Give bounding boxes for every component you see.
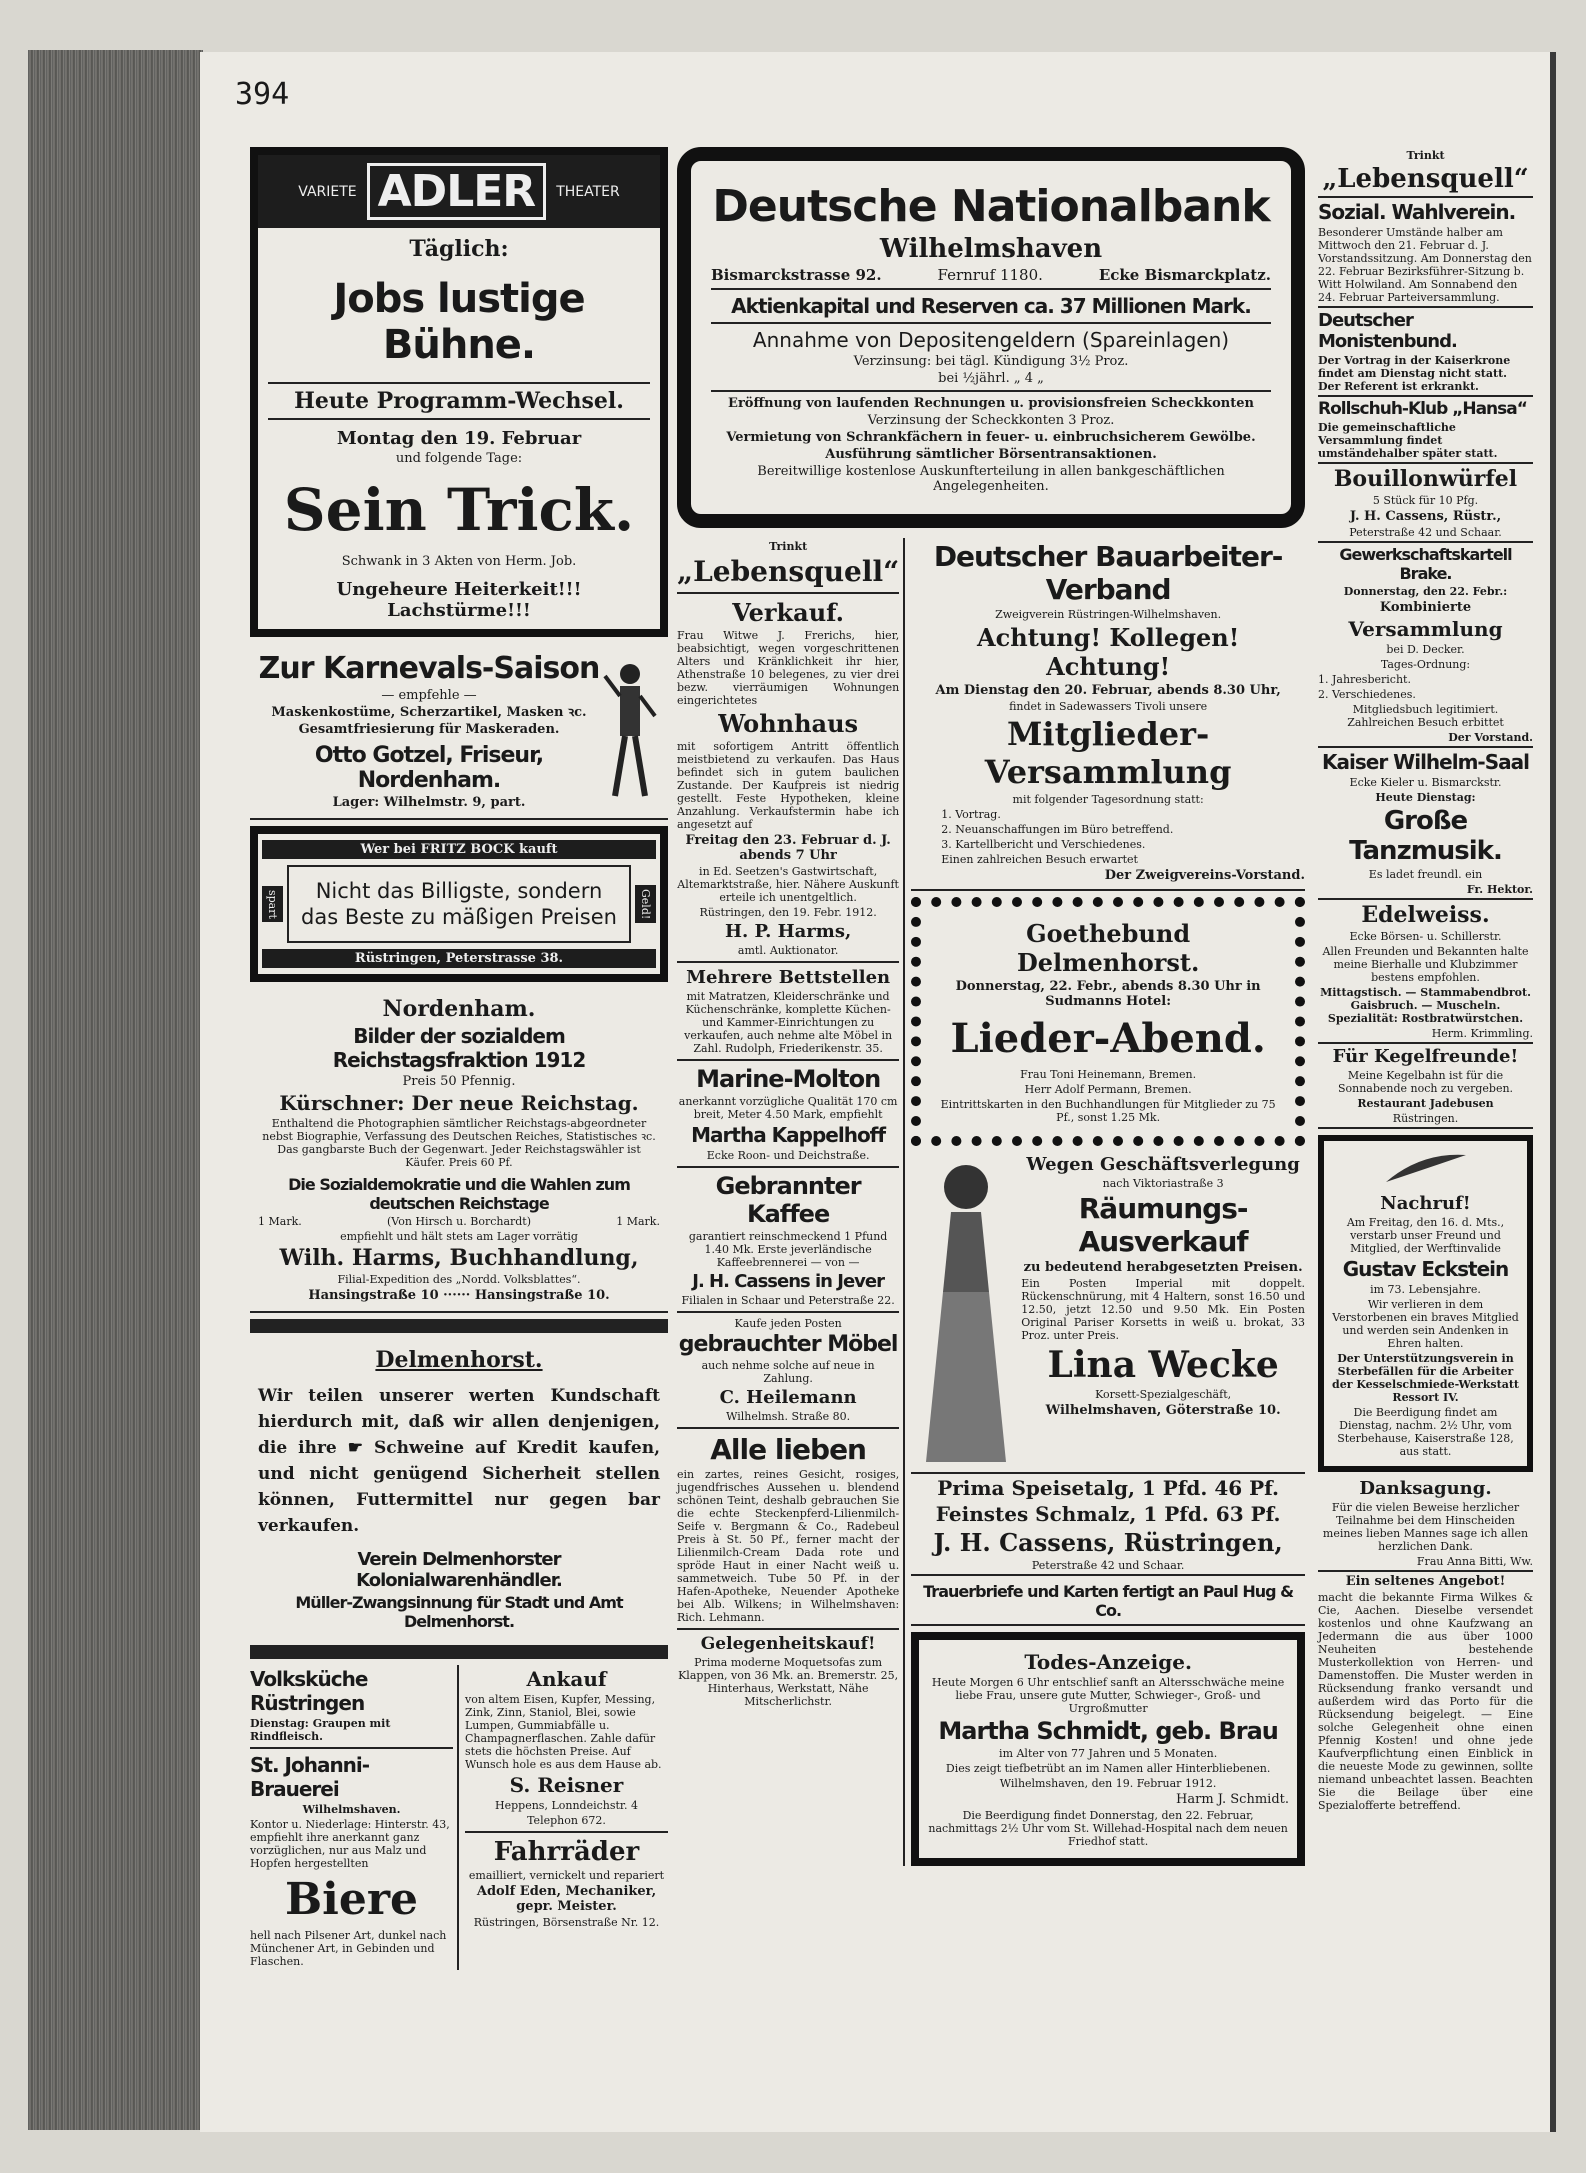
- danksagung-ad: [1318, 1478, 1533, 1572]
- adler-logo: ADLER: [367, 163, 547, 220]
- cassens-line2: Feinstes Schmalz, 1 Pfd. 63 Pf.: [935, 1502, 1281, 1526]
- kaiser-title: Kaiser Wilhelm-Saal: [1322, 750, 1529, 774]
- delm-sig2: Müller-Zwangsinnung für Stadt und Amt Delmenhorst.: [295, 1593, 623, 1631]
- verkauf-sig-date: Rüstringen, den 19. Febr. 1912.: [699, 906, 877, 919]
- palm-frond-icon: [1381, 1147, 1471, 1187]
- verkauf-sig: H. P. Harms,: [725, 921, 852, 942]
- kegel-ad: [1318, 1046, 1533, 1129]
- bank-line5: Bereitwillige kostenlose Auskunfterteilung in allen bankgeschäftlichen Angelegenheiten.: [757, 464, 1225, 494]
- hug-ad: Trauerbriefe und Karten fertigt an Paul Hug & Co.: [911, 1578, 1305, 1626]
- moebel-addr: Wilhelmsh. Straße 80.: [726, 1410, 851, 1423]
- cassens-line1: Prima Speisetalg, 1 Pfd. 46 Pf.: [937, 1476, 1280, 1500]
- bau-title: Deutscher Bauarbeiter-Verband: [933, 540, 1283, 606]
- bank-rate2: bei ½jährl. „ 4 „: [938, 371, 1044, 386]
- delm-head: Delmenhorst.: [375, 1347, 543, 1373]
- bouillon-addr: Peterstraße 42 und Schaar.: [1349, 526, 1502, 539]
- verkauf-date: Freitag den 23. Februar d. J. abends 7 Uhr: [685, 833, 891, 863]
- nord-price2: 1 Mark.: [616, 1215, 660, 1228]
- adler-variete: VARIETE: [298, 183, 357, 200]
- kegel-name: Restaurant Jadebusen: [1357, 1097, 1494, 1110]
- ankauf-title: Ankauf: [526, 1667, 607, 1691]
- fahr-title: Fahrräder: [493, 1837, 640, 1867]
- corset-lady-illustration-icon: [911, 1152, 1021, 1472]
- angebot-ad: [1318, 1574, 1533, 1812]
- goethe-p2: Herr Adolf Permann, Bremen.: [1024, 1083, 1192, 1096]
- column-1: [250, 147, 668, 1970]
- wecke-title: Räumungs-Ausverkauf: [1078, 1192, 1248, 1258]
- wohnhaus: Wohnhaus: [718, 709, 859, 738]
- bau-t3: 3. Kartellbericht und Verschiedenes.: [941, 838, 1146, 851]
- marine-addr: Ecke Roon- und Deichstraße.: [706, 1149, 870, 1162]
- bau-order: mit folgender Tagesordnung statt:: [1012, 793, 1204, 806]
- todes-foot: Die Beerdigung findet Donnerstag, den 22. Februar, nachmittags 2½ Uhr vom St. Willehad-Hospital nach dem neuen Friedhof statt.: [928, 1809, 1288, 1848]
- adler-program: Heute Programm-Wechsel.: [294, 388, 624, 414]
- gewerk-t1: 1. Jahresbericht.: [1318, 673, 1411, 686]
- alle-title: Alle lieben: [710, 1433, 866, 1466]
- wahlverein-ad: [1318, 200, 1533, 308]
- bock-line1: Nicht das Billigste, sondern: [315, 879, 603, 903]
- bank-line2: Verzinsung der Scheckkonten 3 Proz.: [867, 413, 1115, 428]
- bock-line2: das Beste zu mäßigen Preisen: [301, 905, 617, 929]
- reisner-name: S. Reisner: [509, 1773, 624, 1797]
- karneval-name: Otto Gotzel, Friseur, Nordenham.: [314, 743, 544, 793]
- adler-title: Sein Trick.: [283, 476, 635, 544]
- edelweiss-ad: [1318, 902, 1533, 1044]
- verkauf-text: Frau Witwe J. Frerichs, hier, beabsichtigt, wegen vorgeschrittenen Alters und Kränklichkeit ihr hier, Athenstraße 10 belegenes, zu vier drei bezw. vierräumigen Wohnungen eingerichtetes: [677, 629, 900, 707]
- gewerk-sub: Kombinierte: [1379, 600, 1472, 615]
- kegel-text: Meine Kegelbahn ist für die Sonnabende noch zu vergeben.: [1337, 1069, 1514, 1095]
- hansa-title: Rollschuh-Klub „Hansa“: [1318, 399, 1527, 419]
- bank-line4: Ausführung sämtlicher Börsentransaktionen.: [825, 447, 1157, 462]
- cassens-name: J. H. Cassens, Rüstringen,: [933, 1528, 1283, 1557]
- fahr-name: Adolf Eden, Mechaniker, gepr. Meister.: [476, 1884, 657, 1914]
- hansa-ad: [1318, 399, 1533, 464]
- bank-addr1: Bismarckstrasse 92.: [711, 266, 882, 284]
- todes-text2: Dies zeigt tiefbetrübt an im Namen aller Hinterbliebenen.: [945, 1762, 1271, 1775]
- moebel-text: auch nehme solche auf neue in Zahlung.: [701, 1359, 875, 1385]
- marine-text: anerkannt vorzügliche Qualität 170 cm breit, Meter 4.50 Mark, empfiehlt: [678, 1095, 898, 1121]
- monistenbund-ad: [1318, 310, 1533, 397]
- angebot-title: Ein seltenes Angebot!: [1345, 1574, 1506, 1589]
- karneval-lager: Lager: Wilhelmstr. 9, part.: [332, 795, 526, 810]
- dank-sig: Frau Anna Bitti, Ww.: [1416, 1555, 1533, 1568]
- goethe-p1: Frau Toni Heinemann, Bremen.: [1020, 1068, 1197, 1081]
- nachruf-text2: Wir verlieren in dem Verstorbenen ein braves Mitglied und werden sein Andenken in Ehren halten.: [1332, 1298, 1519, 1350]
- column-2a: [677, 538, 905, 1866]
- alle-text: ein zartes, reines Gesicht, rosiges, jugendfrisches Aussehen u. blendend schönen Teint, deshalb gebrauchen Sie die echte Steckenpferd-Lilienmilch-Seife v. Bergmann & Co., Radebeul Preis à St. 50 Pf., ferner macht der Lilienmilch-Cream Dada rote und spröde Haut in einer Nacht weiß u. sammetweich. Tube 50 Pf. in der Hafen-Apotheke, Neuender Apotheke bei Alb. Wilkens; in Wilhelmshaven: Rich. Lehmann.: [677, 1468, 900, 1624]
- betten-text: mit Matratzen, Kleiderschränke und Küchenschränke, komplette Küchen- und Kammer-Einrichtungen zu verkaufen, auch nehme alte Möbel in Zahl. Rudolph, Friederikenstr. 35.: [684, 990, 893, 1055]
- adler-show: Jobs lustige Bühne.: [333, 276, 585, 368]
- moebel-head: Kaufe jeden Posten: [734, 1317, 842, 1330]
- edel-title: Edelweiss.: [1361, 902, 1490, 928]
- karneval-line2: Gesamtfriesierung für Maskeraden.: [298, 722, 560, 737]
- nord-title: Bilder der sozialdem Reichstagsfraktion 1912: [332, 1024, 586, 1072]
- monist-title: Deutscher Monistenbund.: [1318, 310, 1457, 352]
- nachruf-text: Am Freitag, den 16. d. Mts., verstarb unser Freund und Mitglied, der Werftinvalide: [1346, 1216, 1505, 1255]
- nord-kurschner: Kürschner: Der neue Reichstag.: [279, 1091, 639, 1115]
- nachruf-name: Gustav Eckstein: [1342, 1257, 1509, 1281]
- gewerk-date: Donnerstag, den 22. Febr.:: [1343, 585, 1508, 598]
- nord-price: Preis 50 Pfennig.: [402, 1074, 516, 1089]
- edel-sig: Herm. Krimmling.: [1431, 1027, 1533, 1040]
- volkskueche-brauerei: [250, 1665, 459, 1970]
- delm-text: Wir teilen unserer werten Kundschaft hierdurch mit, daß wir allen denjenigen, die ihre ☛ Schweine auf Kredit kaufen, und nicht genügend Sicherheit stellen können, Futtermittel nur gegen bar verkaufen.: [258, 1386, 660, 1536]
- delm-sig1: Verein Delmenhorster Kolonialwarenhändler.: [356, 1549, 562, 1591]
- kaiser-saal-ad: [1318, 750, 1533, 900]
- todes-date: Wilhelmshaven, den 19. Februar 1912.: [999, 1777, 1217, 1790]
- gewerkschaft-ad: [1318, 545, 1533, 748]
- bau-date: Am Dienstag den 20. Februar, abends 8.30 Uhr,: [935, 683, 1281, 698]
- hansa-text: Die gemeinschaftliche Versammlung findet umständehalber später statt.: [1318, 421, 1498, 460]
- harms-addr: Hansingstraße 10 ······ Hansingstraße 10.: [308, 1288, 610, 1303]
- harms-name: Wilh. Harms, Buchhandlung,: [279, 1245, 639, 1271]
- nord-desc: Enthaltend die Photographien sämtlicher Reichstags-abgeordneter nebst Biographie, Verfassung des Deutschen Reiches, Statistisches ꝛc. Das gangbarste Buch der Gegenwart. Jeder Reichstagswähler ist Käufer. Preis 60 Pf.: [262, 1117, 656, 1169]
- nationalbank-ad: [677, 147, 1305, 528]
- gewerk-note: Mitgliedsbuch legitimiert. Zahlreichen Besuch erbittet: [1347, 703, 1504, 729]
- cassens-ad: [911, 1476, 1305, 1576]
- angebot-text: macht die bekannte Firma Wilkes & Cie, Aachen. Dieselbe versendet kostenlos und ohne Kaufzwang an Jedermann die aus über 1000 Neuheiten bestehende Musterkollektion von Herren- und Damenstoffen. Die Muster werden in Rücksendung franko versandt und außerdem wird das Porto für die Rücksendung beigelegt. — Eine solche Gelegenheit ohne einen Pfennig Kosten! und ohne jede Kaufverpflichtung einen Einblick in die neueste Mode zu gewinnen, sollte niemand unbeachtet lassen. Beachten Sie die Beilage über eine Spezialofferte betreffend.: [1318, 1591, 1533, 1812]
- harms-sub: Filial-Expedition des „Nordd. Volksblattes“.: [337, 1273, 581, 1286]
- volks-text: Dienstag: Graupen mit Rindfleisch.: [250, 1717, 391, 1743]
- karneval-title: Zur Karnevals-Saison: [258, 651, 600, 686]
- adler-theater-ad: [250, 147, 668, 637]
- adler-date: Montag den 19. Februar: [336, 428, 582, 449]
- fritz-bock-ad: [250, 826, 668, 982]
- bock-side-right: Geld!: [635, 885, 656, 923]
- bau-t1: 1. Vortrag.: [941, 808, 1001, 821]
- bank-line3: Vermietung von Schrankfächern in feuer- u. einbruchsicherem Gewölbe.: [726, 430, 1256, 445]
- gewerk-title: Gewerkschaftskartell Brake.: [1339, 545, 1512, 583]
- c3-lebensquell: „Lebensquell“: [1322, 164, 1529, 194]
- bank-tel: Fernruf 1180.: [937, 266, 1043, 284]
- delmenhorst-ad: [250, 1339, 668, 1639]
- bank-line1: Eröffnung von laufenden Rechnungen u. provisionsfreien Scheckkonten: [728, 396, 1254, 411]
- wecke-sub: zu bedeutend herabgesetzten Preisen.: [1023, 1260, 1303, 1275]
- karneval-empf: — empfehle —: [381, 688, 477, 703]
- todes-title: Todes-Anzeige.: [1024, 1650, 1192, 1674]
- fahr-addr: Rüstringen, Börsenstraße Nr. 12.: [473, 1916, 660, 1929]
- gewerk-by: bei D. Decker.: [1386, 643, 1465, 656]
- bouillon-title: Bouillonwürfel: [1333, 466, 1518, 492]
- monist-text: Der Vortrag in der Kaiserkrone findet am Dienstag nicht statt. Der Referent ist erkrankt.: [1318, 354, 1511, 393]
- kegel-addr: Rüstringen.: [1392, 1112, 1459, 1125]
- adler-laugh: Ungeheure Heiterkeit!!! Lachstürme!!!: [336, 579, 582, 621]
- bouillon-text: 5 Stück für 10 Pfg.: [1372, 494, 1479, 507]
- nordenham-ad: [250, 988, 668, 1313]
- kaiser-date: Heute Dienstag:: [1375, 791, 1476, 804]
- bau-t2: 2. Neuanschaffungen im Büro betreffend.: [941, 823, 1174, 836]
- bank-rate1: Verzinsung: bei tägl. Kündigung 3½ Proz.: [853, 354, 1129, 369]
- nord-note: empfiehlt und hält stets am Lager vorrätig: [340, 1230, 578, 1243]
- bau-sub: Zweigverein Rüstringen-Wilhelmshaven.: [995, 608, 1222, 621]
- bouillon-name: J. H. Cassens, Rüstr.,: [1349, 509, 1502, 524]
- gelegen-text: Prima moderne Moquetsofas zum Klappen, von 36 Mk. an. Bremerstr. 25, Hinterhaus, Werkstatt, Nähe Mitscherlichstr.: [678, 1656, 899, 1708]
- wahl-title: Sozial. Wahlverein.: [1318, 200, 1516, 224]
- lebensquell-brand: „Lebensquell“: [677, 555, 900, 588]
- verkauf-title: Verkauf.: [732, 598, 845, 627]
- bau-note: Einen zahlreichen Besuch erwartet: [941, 853, 1138, 866]
- bank-addr2: Ecke Bismarckplatz.: [1098, 266, 1271, 284]
- kaiser-addr: Ecke Kieler u. Bismarckstr.: [1349, 776, 1502, 789]
- todesanzeige: [911, 1632, 1305, 1866]
- goethe-foot: Eintrittskarten in den Buchhandlungen für Mitglieder zu 75 Pf., sonst 1.25 Mk.: [940, 1098, 1276, 1124]
- bouillon-ad: [1318, 466, 1533, 543]
- nachruf-title: Nachruf!: [1380, 1193, 1471, 1214]
- c3-lebensquell-ad: [1318, 149, 1533, 198]
- goethe-title: Goethebund Delmenhorst.: [1016, 919, 1200, 977]
- nachruf-sig: Der Unterstützungsverein in Sterbefällen für die Arbeiter der Kesselschmiede-Werkstatt Ressort IV.: [1332, 1352, 1519, 1404]
- bauarbeiter-ad: [911, 540, 1305, 891]
- verkauf-sig2: amtl. Auktionator.: [737, 944, 839, 957]
- kaffee-addr: Filialen in Schaar und Peterstraße 22.: [681, 1294, 895, 1307]
- brauerei-sub: Wilhelmshaven.: [302, 1803, 401, 1816]
- kaiser-foot: Es ladet freundl. ein: [1368, 868, 1483, 881]
- kaffee-name: J. H. Cassens in Jever: [692, 1271, 884, 1292]
- wahl-text: Besonderer Umstände halber am Mittwoch den 21. Februar d. J. Vorstandssitzung. Am Donnerstag den 22. Februar Bezirksführer-Sitzung b. Witt Holwiland. Am Sonnabend den 24. Februar Parteiversammlung.: [1318, 226, 1532, 304]
- betten-title: Mehrere Bettstellen: [686, 967, 891, 988]
- adler-days: und folgende Tage:: [395, 451, 523, 466]
- goethebund-ad: [911, 897, 1305, 1146]
- brauerei-big: Biere: [284, 1874, 419, 1925]
- marine-name: Martha Kappelhoff: [691, 1123, 886, 1147]
- bank-city: Wilhelmshaven: [879, 234, 1103, 264]
- newspaper-page: [200, 52, 1556, 2132]
- nord-book: Die Sozialdemokratie und die Wahlen zum deutschen Reichstage: [288, 1175, 630, 1213]
- gewerk-order: Tages-Ordnung:: [1380, 658, 1471, 671]
- verkauf-text2: mit sofortigem Antritt öffentlich meistbietend zu verkaufen. Das Haus befindet sich in gutem baulichen Zustande. Der Kaufpreis ist niedrig gestellt. Feste Hypotheken, kleine Anzahlung. Verkaufstermin habe ich angesetzt auf: [677, 740, 900, 831]
- todes-age: im Alter von 77 Jahren und 5 Monaten.: [999, 1747, 1218, 1760]
- column-2b: [911, 538, 1305, 1866]
- ankauf-text: von altem Eisen, Kupfer, Messing, Zink, Zinn, Staniol, Blei, sowie Lumpen, Gummiabfälle u. Champagnerflaschen. Zahle dafür stets die höchsten Preise. Auf Wunsch hole es aus dem Hause ab.: [465, 1693, 662, 1771]
- kaiser-sig: Fr. Hektor.: [1466, 883, 1533, 896]
- ankauf-fahrraeder: [465, 1665, 668, 1970]
- adler-theater: THEATER: [556, 183, 620, 200]
- moebel-title: gebrauchter Möbel: [678, 1332, 898, 1357]
- adler-body: [258, 228, 660, 629]
- karneval-ad: [250, 643, 668, 820]
- moebel-name: C. Heilemann: [719, 1387, 857, 1408]
- reisner-tel: Telephon 672.: [527, 1814, 606, 1827]
- wecke-text: Ein Posten Imperial mit doppelt. Rückenschnürung, mit 4 Haltern, sonst 16.50 und 12.50, jetzt 12.50 und 9.50 Mk. Ein Posten Original Pariser Korsetts in weiß u. brokat, 33 Proz. unter Preis.: [1021, 1277, 1305, 1342]
- reisner-addr: Heppens, Lonndeichstr. 4: [495, 1799, 638, 1812]
- gewerk-sig: Der Vorstand.: [1448, 731, 1533, 744]
- book-binding-edge: [28, 50, 203, 2130]
- bau-main: Mitglieder-Versammlung: [984, 715, 1232, 791]
- dank-text: Für die vielen Beweise herzlicher Teilnahme bei dem Hinscheiden meines lieben Mannes sage ich allen herzlichen Dank.: [1322, 1501, 1529, 1553]
- nord-price1: 1 Mark.: [258, 1215, 302, 1228]
- nord-head: Nordenham.: [382, 996, 536, 1022]
- bock-addr: Rüstringen, Peterstrasse 38.: [262, 949, 656, 968]
- nord-authors: (Von Hirsch u. Borchardt): [386, 1215, 532, 1228]
- volks-title: Volksküche Rüstringen: [250, 1667, 368, 1715]
- verkauf-place: in Ed. Seetzen's Gastwirtschaft, Altemarktstraße, hier. Nähere Auskunft erteile ich unentgeltlich.: [677, 865, 899, 904]
- gewerk-t2: 2. Verschiedenes.: [1318, 688, 1416, 701]
- nachruf-ad: [1318, 1135, 1533, 1472]
- wecke-ad: [911, 1152, 1305, 1474]
- brauerei-foot: hell nach Pilsener Art, dunkel nach Münchener Art, in Gebinden und Flaschen.: [250, 1929, 447, 1968]
- c3-trinkt: Trinkt: [1406, 149, 1445, 162]
- bank-title: Deutsche Nationalbank: [712, 181, 1270, 232]
- column-3: [1318, 147, 1533, 1814]
- karneval-line1: Maskenkostüme, Scherzartikel, Masken ꝛc.: [271, 705, 587, 720]
- bau-place: findet in Sadewassers Tivoli unsere: [1009, 700, 1208, 713]
- brauerei-text: Kontor u. Niederlage: Hinterstr. 43, empfiehlt ihre anerkannt ganz vorzüglichen, nur aus Malz und Hopfen hergestellten: [250, 1818, 450, 1870]
- marine-title: Marine-Molton: [696, 1065, 881, 1093]
- todes-name: Martha Schmidt, geb. Brau: [938, 1717, 1278, 1745]
- bau-call: Achtung! Kollegen! Achtung!: [977, 623, 1240, 681]
- adler-header: [258, 155, 660, 228]
- trinkt-label: Trinkt: [769, 540, 808, 553]
- edel-menu: Mittagstisch. — Stammabendbrot. Gaisbruch. — Muscheln. Spezialität: Rostbratwürstchen.: [1320, 986, 1531, 1025]
- gelegen-title: Gelegenheitskauf!: [700, 1634, 876, 1654]
- cassens-addr: Peterstraße 42 und Schaar.: [1031, 1559, 1185, 1572]
- bank-cap: Aktienkapital und Reserven ca. 37 Millionen Mark.: [731, 294, 1251, 318]
- kaffee-title: Gebrannter Kaffee: [715, 1172, 861, 1228]
- wecke-head: Wegen Geschäftsverlegung: [1026, 1154, 1300, 1175]
- kaffee-text: garantiert reinschmeckend 1 Pfund 1.40 Mk. Erste jeverländische Kaffeebrennerei — von —: [688, 1230, 888, 1269]
- wecke-head2: nach Viktoriastraße 3: [1102, 1177, 1224, 1190]
- brauerei-title: St. Johanni-Brauerei: [250, 1753, 370, 1801]
- bock-side-left: spart: [262, 886, 283, 923]
- fahr-text: emailliert, vernickelt und repariert: [468, 1869, 665, 1882]
- edel-text: Allen Freunden und Bekannten halte meine Bierhalle und Klubzimmer bestens empfohlen.: [1322, 945, 1529, 984]
- kaiser-main: Große Tanzmusik.: [1349, 806, 1502, 866]
- wecke-name: Lina Wecke: [1047, 1344, 1279, 1386]
- todes-text: Heute Morgen 6 Uhr entschlief sanft an Altersschwäche meine liebe Frau, unsere gute Mutter, Schwieger-, Groß- und Urgroßmutter: [931, 1676, 1285, 1715]
- nachruf-foot: Die Beerdigung findet am Dienstag, nachm. 2½ Uhr, vom Sterbehause, Kaiserstraße 128, aus statt.: [1337, 1406, 1514, 1458]
- bock-head: Wer bei FRITZ BOCK kauft: [262, 840, 656, 859]
- dank-title: Danksagung.: [1359, 1478, 1492, 1499]
- column-2: [677, 147, 1305, 1866]
- bau-sig: Der Zweigvereins-Vorstand.: [1104, 868, 1305, 883]
- wecke-addr: Wilhelmshaven, Göterstraße 10.: [1045, 1403, 1281, 1418]
- gewerk-main: Versammlung: [1348, 617, 1503, 641]
- adler-daily: Täglich:: [409, 236, 509, 262]
- goethe-main: Lieder-Abend.: [950, 1015, 1266, 1062]
- wecke-sub2: Korsett-Spezialgeschäft,: [1095, 1388, 1232, 1401]
- nachruf-age: im 73. Lebensjahre.: [1370, 1283, 1481, 1296]
- edel-addr: Ecke Börsen- u. Schillerstr.: [1349, 930, 1502, 943]
- kegel-title: Für Kegelfreunde!: [1332, 1046, 1519, 1067]
- goethe-date: Donnerstag, 22. Febr., abends 8.30 Uhr in Sudmanns Hotel:: [955, 979, 1261, 1009]
- adler-desc: Schwank in 3 Akten von Herm. Job.: [341, 554, 577, 569]
- todes-sig: Harm J. Schmidt.: [1176, 1792, 1289, 1807]
- page-number: 394: [235, 77, 290, 112]
- bank-dep: Annahme von Depositengeldern (Spareinlagen): [752, 328, 1230, 352]
- harlequin-figure-icon: [600, 656, 660, 806]
